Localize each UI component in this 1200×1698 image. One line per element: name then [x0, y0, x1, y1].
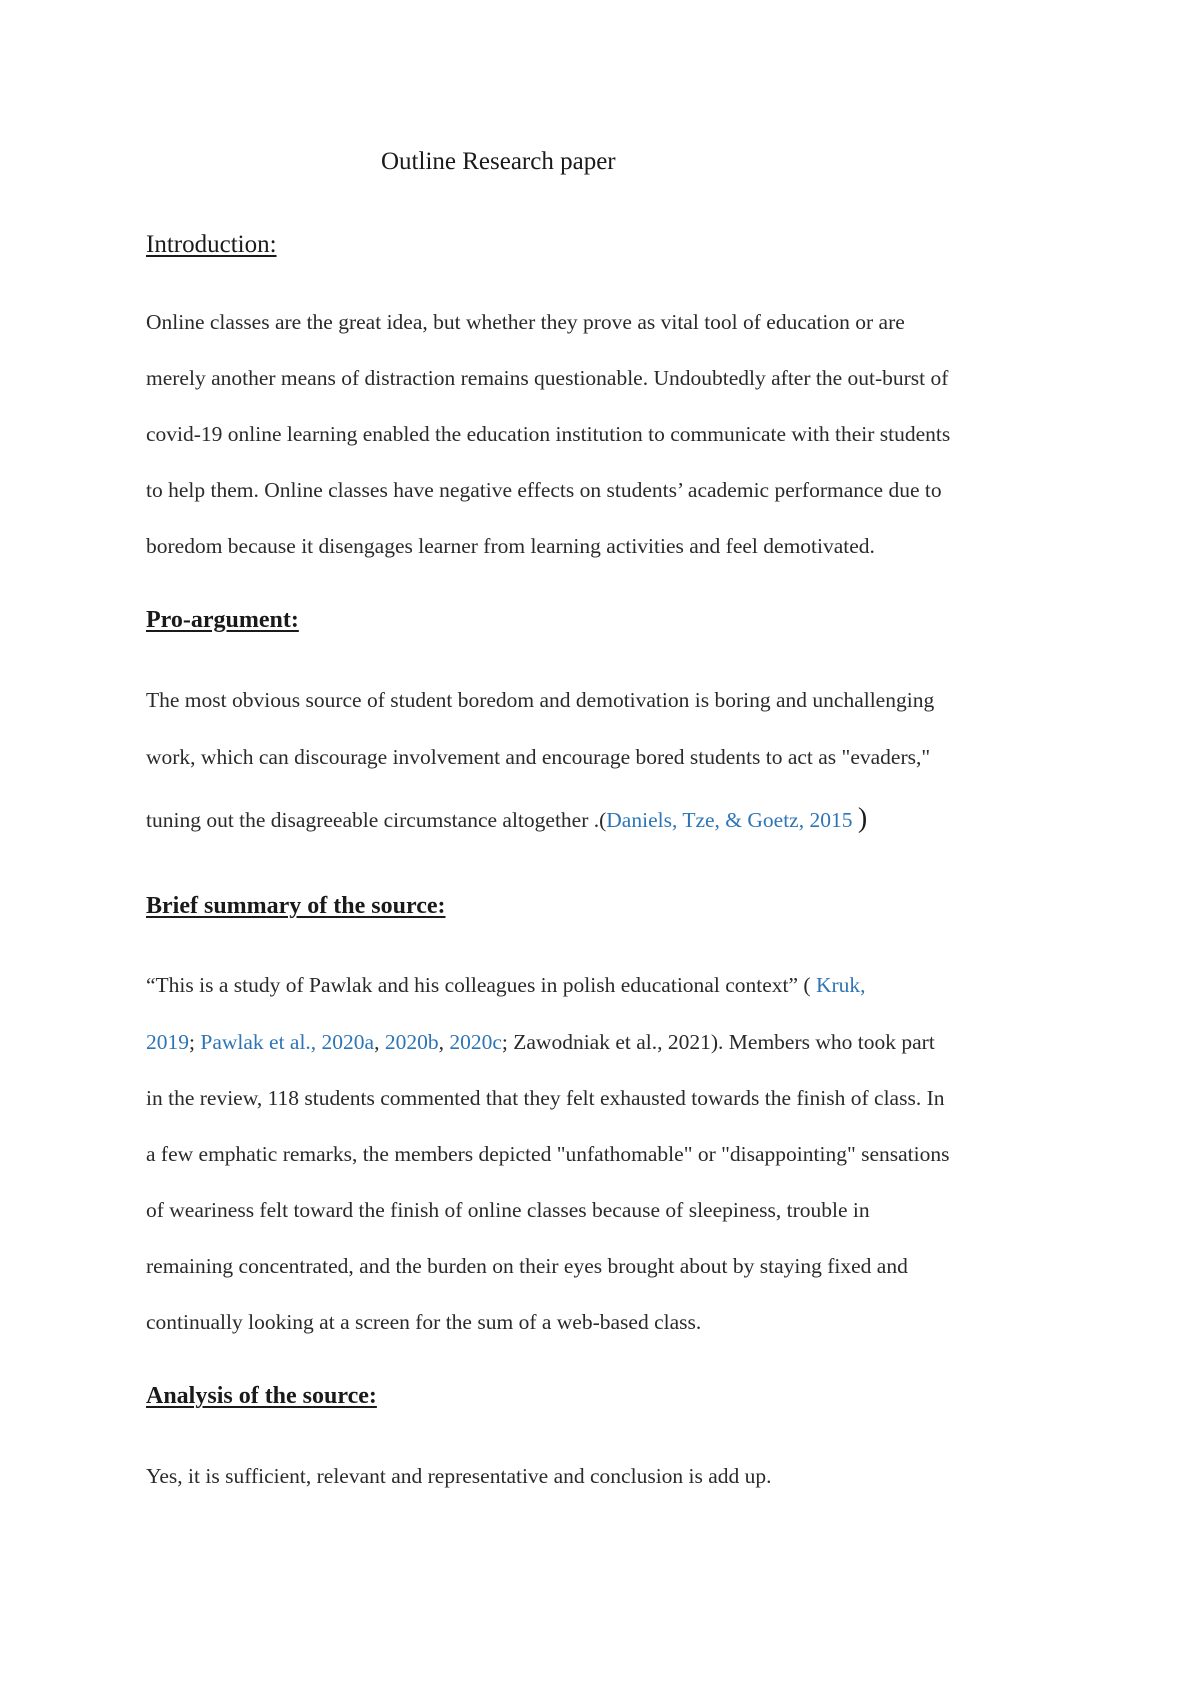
- paragraph-line: The most obvious source of student boredom and demotivation is boring and unchallenging: [146, 688, 935, 712]
- citation-link[interactable]: Pawlak et al., 2020a: [200, 1030, 375, 1054]
- citation-line: [146, 973, 866, 998]
- closing-paren: ): [857, 803, 868, 834]
- section-heading-analysis: Analysis of the source:: [146, 1383, 377, 1409]
- paragraph-text: tuning out the disagreeable circumstance altogether .(: [146, 808, 607, 832]
- paragraph-line: to help them. Online classes have negative effects on students’ academic performance due to: [146, 478, 942, 502]
- section-heading-pro-argument: Pro-argument:: [146, 607, 299, 633]
- paragraph-line: Online classes are the great idea, but whether they prove as vital tool of education or are: [146, 310, 905, 334]
- citation-line: [146, 803, 867, 835]
- paragraph-line: of weariness felt toward the finish of online classes because of sleepiness, trouble in: [146, 1198, 870, 1222]
- citation-link[interactable]: Kruk,: [815, 973, 866, 997]
- paragraph-text: ;: [189, 1030, 201, 1054]
- citation-link[interactable]: Daniels, Tze, & Goetz, 2015: [606, 808, 853, 832]
- paragraph-line: work, which can discourage involvement and encourage bored students to act as "evaders,": [146, 745, 931, 769]
- paragraph-text: ; Zawodniak et al., 2021). Members who took part: [501, 1030, 935, 1054]
- paragraph-line: remaining concentrated, and the burden on their eyes brought about by staying fixed and: [146, 1254, 908, 1278]
- paragraph-line: in the review, 118 students commented that they felt exhausted towards the finish of class. In: [146, 1086, 945, 1110]
- paragraph-line: merely another means of distraction remains questionable. Undoubtedly after the out-burst of: [146, 366, 949, 390]
- paragraph-text: “This is a study of Pawlak and his colleagues in polish educational context” (: [146, 973, 816, 997]
- section-heading-brief-summary: Brief summary of the source:: [146, 893, 446, 919]
- paragraph-text: ,: [438, 1030, 450, 1054]
- paragraph-line: boredom because it disengages learner from learning activities and feel demotivated.: [146, 534, 875, 558]
- paragraph-line: covid-19 online learning enabled the education institution to communicate with their students: [146, 422, 951, 446]
- document-title: Outline Research paper: [381, 148, 616, 175]
- citation-link[interactable]: 2019: [146, 1030, 189, 1054]
- paragraph-line: Yes, it is sufficient, relevant and representative and conclusion is add up.: [146, 1464, 772, 1488]
- paragraph-line: continually looking at a screen for the sum of a web-based class.: [146, 1310, 702, 1334]
- citation-line: [146, 1030, 935, 1055]
- citation-link[interactable]: 2020c: [449, 1030, 502, 1054]
- section-heading-introduction: Introduction:: [146, 231, 277, 258]
- citation-link[interactable]: 2020b: [384, 1030, 439, 1054]
- paragraph-text: ,: [374, 1030, 385, 1054]
- paragraph-line: a few emphatic remarks, the members depicted "unfathomable" or "disappointing" sensations: [146, 1142, 950, 1166]
